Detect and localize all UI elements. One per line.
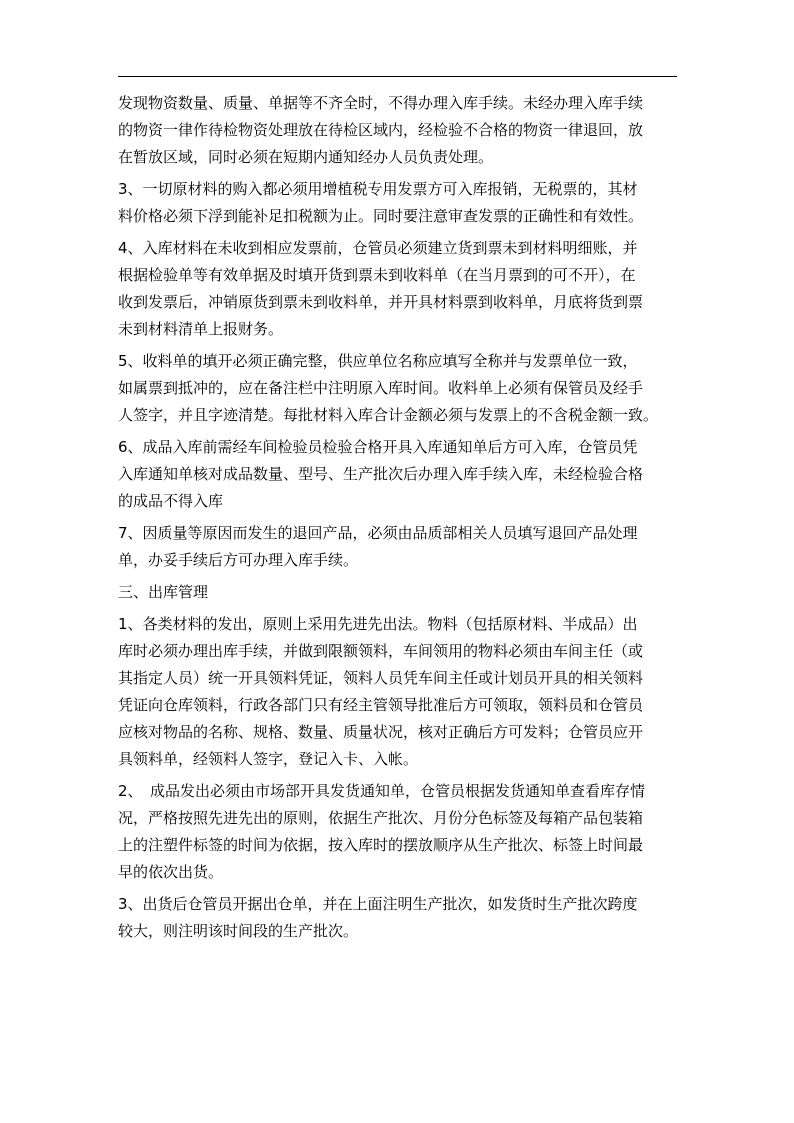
text-line: 应核对物品的名称、规格、数量、质量状况，核对正确后方可发料；仓管员应开	[118, 723, 644, 741]
section-heading-text: 三、出库管理	[118, 583, 209, 601]
text-line: 凭证向仓库领料，行政各部门只有经主管领导批准后方可领取，领料员和仓管员	[118, 696, 644, 714]
text-line: 上的注塑件标签的时间为依据，按入库时的摆放顺序从生产批次、标签上时间最	[118, 836, 644, 854]
text-line: 3、一切原材料的购入都必须用增植税专用发票方可入库报销，无税票的，其材	[118, 180, 638, 198]
text-line: 的成品不得入库	[118, 492, 224, 510]
paragraph-outbound-3	[118, 891, 688, 945]
text-line: 收到发票后，冲销原货到票未到收料单，并开具材料票到收料单，月底将货到票	[118, 293, 644, 311]
text-line: 5、收料单的填开必须正确完整，供应单位名称应填写全称并与发票单位一致，	[118, 352, 638, 370]
text-line: 7、因质量等原因而发生的退回产品，必须由品质部相关人员填写退回产品处理	[118, 524, 638, 542]
text-line: 料价格必须下浮到能补足扣税额为止。同时要注意审查发票的正确性和有效性。	[118, 207, 644, 225]
text-line: 4、入库材料在未收到相应发票前，仓管员必须建立货到票未到材料明细账，并	[118, 239, 638, 257]
text-line: 人签字，并且字迹清楚。每批材料入库合计金额必须与发票上的不含税金额一致。	[118, 406, 659, 424]
paragraph-item-4	[118, 235, 688, 343]
section-heading-outbound	[118, 579, 688, 606]
text-line: 具领料单，经领料人签字，登记入卡、入帐。	[118, 750, 419, 768]
document-body	[118, 90, 688, 950]
text-line: 其指定人员）统一开具领料凭证，领料人员凭车间主任或计划员开具的相关领料	[118, 669, 644, 687]
paragraph-item-5	[118, 348, 688, 429]
text-line: 6、成品入库前需经车间检验员检验合格开具入库通知单后方可入库，仓管员凭	[118, 438, 638, 456]
text-line: 1、各类材料的发出，原则上采用先进先出法。物料（包括原材料、半成品）出	[118, 615, 638, 633]
text-line: 单，办妥手续后方可办理入库手续。	[118, 551, 359, 569]
text-line: 入库通知单核对成品数量、型号、生产批次后办理入库手续入库，未经检验合格	[118, 465, 644, 483]
paragraph-item-7	[118, 520, 688, 574]
text-line: 未到材料清单上报财务。	[118, 320, 284, 338]
paragraph-item-6	[118, 434, 688, 515]
text-line: 2、 成品发出必须由市场部开具发货通知单，仓管员根据发货通知单查看库存情	[118, 782, 646, 800]
text-line: 在暂放区域，同时必须在短期内通知经办人员负责处理。	[118, 148, 494, 166]
paragraph-0	[118, 90, 688, 171]
text-line: 根据检验单等有效单据及时填开货到票未到收料单（在当月票到的可不开），在	[118, 266, 636, 284]
paragraph-outbound-1	[118, 611, 688, 773]
text-line: 库时必须办理出库手续，并做到限额领料，车间领用的物料必须由车间主任（或	[118, 642, 644, 660]
text-line: 早的依次出货。	[118, 863, 224, 881]
text-line: 发现物资数量、质量、单据等不齐全时，不得办理入库手续。未经办理入库手续	[118, 94, 644, 112]
text-line: 的物资一律作待检物资处理放在待检区域内，经检验不合格的物资一律退回，放	[118, 121, 644, 139]
text-line: 3、出货后仓管员开据出仓单，并在上面注明生产批次，如发货时生产批次跨度	[118, 895, 638, 913]
header-rule	[118, 76, 677, 77]
text-line: 如属票到抵冲的，应在备注栏中注明原入库时间。收料单上必须有保管员及经手	[118, 379, 644, 397]
text-line: 较大，则注明该时间段的生产批次。	[118, 922, 359, 940]
paragraph-outbound-2	[118, 778, 688, 886]
text-line: 况，严格按照先进先出的原则，依据生产批次、月份分色标签及每箱产品包装箱	[118, 809, 644, 827]
paragraph-item-3	[118, 176, 688, 230]
